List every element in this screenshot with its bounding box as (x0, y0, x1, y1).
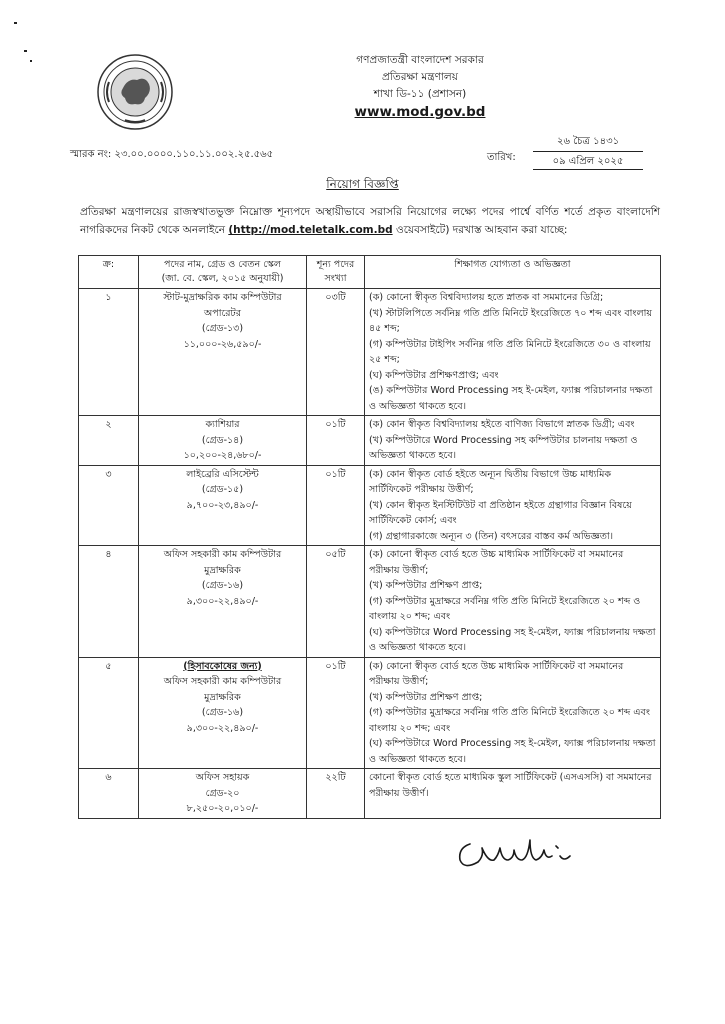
post-grade: (গ্রেড-১৬) (201, 707, 244, 718)
scan-speck (30, 60, 32, 62)
header-vacancy (307, 256, 365, 289)
header-requirements: শিক্ষাগত যোগ্যতা ও অভিজ্ঞতা (365, 256, 661, 289)
scan-speck (24, 50, 27, 52)
table-row (79, 416, 661, 466)
post-grade: (গ্রেড-১৪) (201, 434, 244, 446)
post-grade: (গ্রেড-১৩) (201, 323, 244, 334)
notice-title (0, 176, 725, 196)
date-bangla: ২৬ চৈত্র ১৪৩১ (533, 134, 643, 152)
row-post (139, 416, 307, 466)
table-row (79, 769, 661, 819)
application-link[interactable]: (http://mod.teletalk.com.bd (228, 224, 393, 236)
requirement-item: (খ) কম্পিউটার প্রশিক্ষণ প্রাপ্ত; (369, 580, 483, 591)
row-requirements (365, 546, 661, 658)
requirement-item: (গ) কম্পিউটার টাইপিং সর্বনিম্ন গতি প্রতি মিনিটে ইংরেজিতে ৩০ ও বাংলায় ২৫ শব্দ; (369, 338, 651, 365)
row-post (139, 465, 307, 546)
government-seal-icon (95, 52, 175, 132)
row-post (139, 657, 307, 769)
post-grade: গ্রেড-২০ (205, 787, 240, 799)
intro-text-after: ওয়েবসাইটে) দরখাস্ত আহবান করা যাচ্ছে: (392, 224, 568, 236)
row-vacancy: ০৫টি (307, 546, 365, 658)
row-requirements (365, 657, 661, 769)
letterhead (290, 52, 550, 122)
date-label: তারিখ: (487, 152, 516, 163)
row-requirements (365, 289, 661, 416)
requirement-item: (ক) কোনো স্বীকৃত বোর্ড হতে উচ্চ মাধ্যমিক সার্টিফিকেট বা সমমানের পরীক্ষায় উত্তীর্ণ; (369, 549, 624, 576)
post-grade: (গ্রেড-১৫) (201, 484, 244, 495)
header-post-line2: (জা. বে. স্কেল, ২০১৫ অনুযায়ী) (161, 273, 284, 284)
intro-paragraph (80, 203, 660, 239)
post-name-line: লাইব্রেরি এসিস্টেন্ট (186, 468, 259, 480)
row-vacancy: ০১টি (307, 465, 365, 546)
requirement-item: (ক) কোন স্বীকৃত বোর্ড হইতে অন্যূন দ্বিতীয় বিভাগে উচ্চ মাধ্যমিক সার্টিফিকেট পরীক্ষায় উত্তীর্ণ; (369, 468, 611, 495)
row-post (139, 289, 307, 416)
post-name-line: মুদ্রাক্ষরিক (204, 564, 241, 576)
post-pay-scale: ৯,৭০০-২৩,৪৯০/- (186, 499, 259, 511)
post-name-line: অপারেটর (204, 307, 241, 319)
row-requirements (365, 465, 661, 546)
post-pay-scale: ৮,২৫০-২০,০১০/- (186, 803, 259, 814)
header-vacancy-line1: শূন্য পদের (316, 259, 355, 270)
requirement-item: (খ) স্টাটলিপিতে সর্বনিম্ন গতি প্রতি মিনিটে ইংরেজিতে ৭০ শব্দ এবং বাংলায় ৪৫ শব্দ; (369, 307, 652, 334)
header-post-line1: পদের নাম, গ্রেড ও বেতন স্কেল (164, 259, 281, 270)
requirement-item: (ঘ) কম্পিউটার প্রশিক্ষণপ্রাপ্ত; এবং (369, 369, 499, 381)
date-english: ০৯ এপ্রিল ২০২৫ (533, 152, 643, 170)
row-vacancy: ২২টি (307, 769, 365, 819)
row-serial: ৫ (79, 657, 139, 769)
row-serial: ২ (79, 416, 139, 466)
requirement-item: (খ) কম্পিউটার প্রশিক্ষণ প্রাপ্ত; (369, 691, 483, 703)
requirement-item: (ঙ) কম্পিউটার Word Processing সহ ই-মেইল, ফ্যাক্স পরিচালনার দক্ষতা ও অভিজ্ঞতা থাকতে হবে। (369, 385, 653, 412)
website-link[interactable]: www.mod.gov.bd (354, 104, 486, 120)
header-post (139, 256, 307, 289)
requirement-item: (গ) কম্পিউটার মুদ্রাক্ষরে সর্বনিম্ন গতি প্রতি মিনিটে ইংরেজিতে ২০ শব্দ ও বাংলায় ২০ শব্দ; এবং (369, 595, 641, 622)
requirement-item: (গ) কম্পিউটার মুদ্রাক্ষরে সর্বনিম্ন গতি প্রতি মিনিটে ইংরেজিতে ২০ শব্দ এবং বাংলায় ২০ শব্দ; এবং (369, 707, 650, 734)
row-post (139, 546, 307, 658)
row-serial: ৬ (79, 769, 139, 819)
post-name-line: অফিস সহকারী কাম কম্পিউটার (163, 549, 282, 560)
post-name-line: মুদ্রাক্ষরিক (204, 691, 241, 703)
row-serial: ৪ (79, 546, 139, 658)
requirement-item: (খ) কোন স্বীকৃত ইনস্টিটিউট বা প্রতিষ্ঠান হইতে গ্রন্থাগার বিজ্ঞান বিষয়ে সার্টিফিকেট কোর্স; এবং (369, 499, 632, 526)
post-name-line: অফিস সহায়ক (195, 772, 250, 783)
notice-title-text: নিয়োগ বিজ্ঞপ্তি (326, 177, 399, 191)
table-row (79, 546, 661, 658)
requirement-item: (গ) গ্রন্থাগারকাজে অন্যূন ৩ (তিন) বৎসরের বাস্তব কর্ম অভিজ্ঞতা। (369, 530, 614, 542)
requirement-item: (ক) কোনো স্বীকৃত বোর্ড হতে উচ্চ মাধ্যমিক সার্টিফিকেট বা সমমানের পরীক্ষায় উত্তীর্ণ; (369, 660, 624, 687)
row-post (139, 769, 307, 819)
row-vacancy: ০১টি (307, 416, 365, 466)
table-row (79, 289, 661, 416)
vacancy-table (78, 255, 661, 819)
branch-name: শাখা ডি-১১ (প্রশাসন) (373, 88, 467, 100)
table-row (79, 465, 661, 546)
header-vacancy-line2: সংখ্যা (324, 273, 347, 284)
requirement-item: (ঘ) কম্পিউটারে Word Processing সহ ই-মেইল, ফ্যাক্স পরিচালনায় দক্ষতা ও অভিজ্ঞতা থাকতে হবে। (369, 738, 656, 765)
post-note: (হিসাবকোষের জন্য) (183, 660, 262, 672)
requirement-item: (ক) কোনো স্বীকৃত বিশ্ববিদ্যালয় হতে স্নাতক বা সমমানের ডিগ্রি; (369, 292, 604, 303)
post-grade: (গ্রেড-১৬) (201, 580, 244, 591)
requirement-item: কোনো স্বীকৃত বোর্ড হতে মাধ্যমিক স্কুল সার্টিফিকেট (এসএসসি) বা সমমানের পরীক্ষায় উত্তীর্ণ। (369, 772, 652, 799)
post-name-line: অফিস সহকারী কাম কম্পিউটার (163, 676, 282, 687)
post-pay-scale: ৯,৩০০-২২,৪৯০/- (186, 722, 259, 734)
row-requirements (365, 416, 661, 466)
post-pay-scale: ১১,০০০-২৬,৫৯০/- (183, 338, 262, 350)
requirement-item: (খ) কম্পিউটারে Word Processing সহ কম্পিউটার চালনায় দক্ষতা ও অভিজ্ঞতা থাকতে হবে। (369, 434, 638, 461)
signature-icon (448, 826, 598, 876)
table-header-row (79, 256, 661, 289)
row-vacancy: ০১টি (307, 657, 365, 769)
scan-speck (14, 22, 17, 24)
post-pay-scale: ৯,৩০০-২২,৪৯০/- (186, 595, 259, 607)
row-serial: ১ (79, 289, 139, 416)
header-serial: ক্র: (79, 256, 139, 289)
requirement-item: (ঘ) কম্পিউটারে Word Processing সহ ই-মেইল, ফ্যাক্স পরিচালনায় দক্ষতা ও অভিজ্ঞতা থাকতে হবে। (369, 626, 656, 653)
post-name-line: ক্যাশিয়ার (205, 419, 240, 430)
table-row (79, 657, 661, 769)
row-vacancy: ০৩টি (307, 289, 365, 416)
ministry-name: প্রতিরক্ষা মন্ত্রণালয় (382, 71, 458, 83)
date-block (533, 134, 643, 170)
requirement-item: (ক) কোন স্বীকৃত বিশ্ববিদ্যালয় হইতে বাণিজ্য বিভাগে স্নাতক ডিগ্রী; এবং (369, 419, 635, 430)
post-name-line: স্টাট-মুদ্রাক্ষরিক কাম কম্পিউটার (163, 292, 282, 303)
government-name: গণপ্রজাতন্ত্রী বাংলাদেশ সরকার (356, 54, 484, 66)
post-pay-scale: ১০,২০০-২৪,৬৮০/- (183, 450, 262, 461)
intro-text-before: প্রতিরক্ষা মন্ত্রণালয়ের রাজস্বখাতভুক্ত নিম্নোক্ত শূন্যপদে অস্থায়ীভাবে সরাসরি নিয়োগের লক্ষ্যে পদের পার্শ্বে বর্ণিত শর্তে প্রকৃত বাংলাদেশি নাগরিকদের নিকট থেকে অনলাইনে (80, 206, 660, 236)
memo-number: স্মারক নং: ২৩.০০.০০০০.১১০.১১.০০২.২৫.৫৬৫ (70, 149, 274, 160)
row-serial: ৩ (79, 465, 139, 546)
row-requirements (365, 769, 661, 819)
